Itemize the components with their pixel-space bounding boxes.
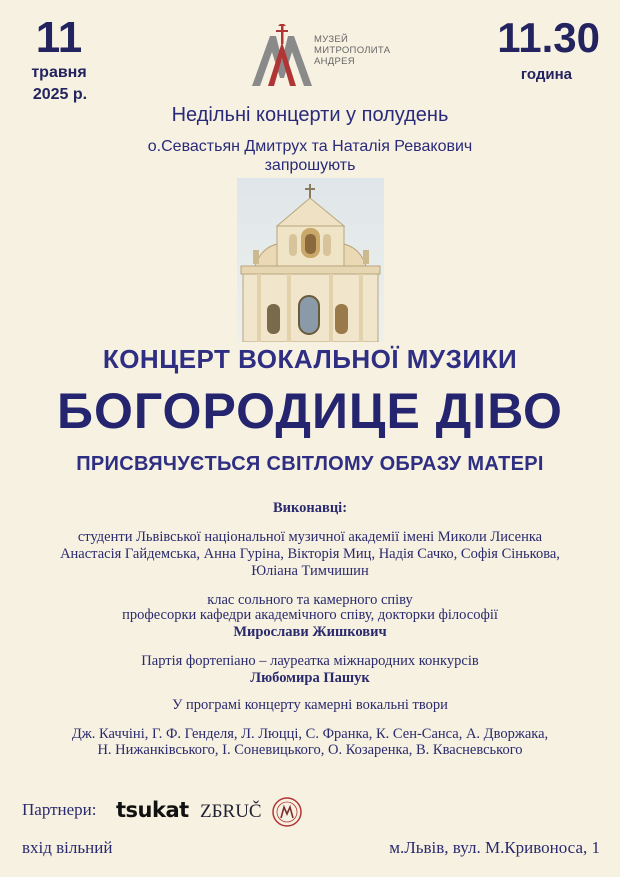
series-title: Недільні концерти у полудень (171, 104, 449, 126)
students-line-3: Юліана Тимчишин (251, 563, 369, 579)
event-time-unit: година (520, 66, 572, 83)
partners-label: Партнери: (22, 800, 97, 819)
entry-free: вхід вільний (22, 838, 113, 857)
museum-logo-text (314, 34, 390, 67)
hosts: о.Севастьян Дмитрух та Наталія Ревакович (147, 138, 473, 155)
students-line-1: студенти Львівської національної музичної академії імені Миколи Лисенка (77, 529, 543, 545)
event-time: 11.30 (497, 14, 600, 61)
class-line-1: клас сольного та камерного співу (207, 592, 413, 608)
composers-line-2: Н. Нижанківського, І. Соневицького, О. Козаренка, В. Квасневського (97, 742, 523, 758)
piano-line: Партія фортепіано – лауреатка міжнародних конкурсів (141, 653, 479, 669)
performers-label: Виконавці: (272, 500, 348, 516)
concert-heading: КОНЦЕРТ ВОКАЛЬНОЇ МУЗИКИ (102, 344, 518, 374)
museum-monogram-icon (252, 24, 312, 86)
pianist: Любомира Пашук (250, 670, 370, 686)
students-line-2: Анастасія Гайдемська, Анна Гуріна, Вікторія Миц, Надія Сачко, Софія Сінькова, (60, 546, 560, 562)
composers-line-1: Дж. Каччіні, Г. Ф. Генделя, Л. Люцці, С. Франка, К. Сен-Санса, А. Дворжака, (71, 726, 549, 742)
tsukat-logo: tsukat (116, 798, 189, 822)
museum-logo-line-1: МУЗЕЙ (314, 34, 349, 45)
museum-logo-line-2: МИТРОПОЛИТА (314, 45, 391, 56)
museum-logo-line-3: АНДРЕЯ (314, 56, 355, 67)
date-year: 2025 р. (32, 86, 88, 103)
dedication: ПРИСВЯЧУЄТЬСЯ СВІТЛОМУ ОБРАЗУ МАТЕРІ (76, 453, 544, 475)
invite-text: запрошують (264, 157, 356, 174)
program-intro: У програмі концерту камерні вокальні твори (172, 697, 448, 713)
class-line-2: професорки кафедри академічного співу, докторки філософії (122, 607, 498, 623)
date-month: травня (31, 64, 87, 81)
date-day: 11 (35, 13, 83, 62)
partner-seal-icon (272, 797, 302, 827)
zbruc-logo: ZБRUČ (200, 801, 262, 822)
class-teacher: Мирослави Жишкович (233, 624, 387, 640)
address: м.Львів, вул. М.Кривоноса, 1 (389, 838, 600, 857)
church-illustration (237, 178, 384, 342)
concert-title: БОГОРОДИЦЕ ДІВО (57, 383, 563, 439)
